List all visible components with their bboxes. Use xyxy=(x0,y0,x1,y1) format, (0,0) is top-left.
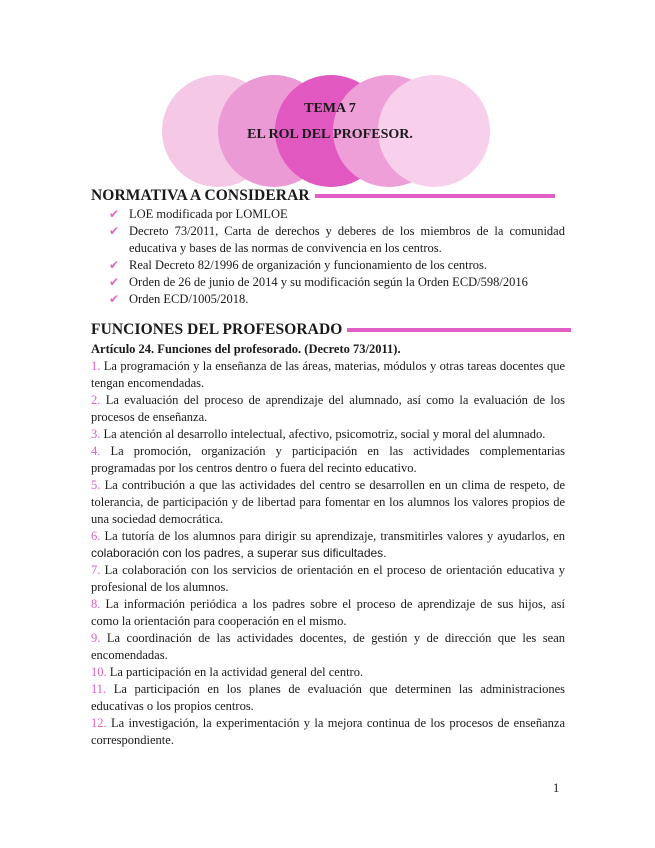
item-text: La evaluación del proceso de aprendizaje del alumnado, así como la evaluación de los procesos de enseñanza. xyxy=(91,393,565,424)
item-number: 6. xyxy=(91,529,101,543)
item-text: La tutoría de los alumnos para dirigir su aprendizaje, transmitirles valores y ayudarlos, en xyxy=(100,529,565,543)
list-item-text: Decreto 73/2011, Carta de derechos y deberes de los miembros de la comunidad educativa y bases de las normas de convivencia en los centros. xyxy=(129,224,565,255)
item-text: La coordinación de las actividades docentes, de gestión y de dirección que les sean encomendadas. xyxy=(91,631,565,662)
list-item xyxy=(91,358,565,392)
item-number: 11. xyxy=(91,682,107,696)
section-heading-normativa xyxy=(91,186,555,206)
normativa-list xyxy=(109,206,565,308)
list-item xyxy=(91,426,565,443)
item-text: La atención al desarrollo intelectual, afectivo, psicomotriz, social y moral del alumnado. xyxy=(100,427,546,441)
list-item xyxy=(91,681,565,715)
list-item xyxy=(91,528,565,562)
item-number: 2. xyxy=(91,393,101,407)
item-number: 4. xyxy=(91,444,101,458)
title-line-1: TEMA 7 xyxy=(304,101,356,116)
item-text: La información periódica a los padres sobre el proceso de aprendizaje de sus hijos, así como la orientación para cooperación en el mismo. xyxy=(91,597,565,628)
page-title xyxy=(210,100,450,144)
header-banner xyxy=(0,0,655,200)
check-icon: ✔ xyxy=(109,292,120,306)
item-text: La programación y la enseñanza de las áreas, materias, módulos y otras tareas docentes que tengan encomendadas. xyxy=(91,359,565,390)
list-item xyxy=(91,630,565,664)
check-icon: ✔ xyxy=(109,224,120,238)
item-text: La participación en la actividad general del centro. xyxy=(106,665,364,679)
heading-underline-bar xyxy=(315,194,555,198)
title-line-2: EL ROL DEL PROFESOR. xyxy=(247,127,413,142)
list-item xyxy=(109,223,565,257)
page-number: 1 xyxy=(553,781,560,795)
heading-underline-bar xyxy=(347,328,571,332)
list-item xyxy=(91,664,565,681)
item-number: 10. xyxy=(91,665,107,679)
list-item xyxy=(91,392,565,426)
item-text-continuation: colaboración con los padres, a superar sus dificultades. xyxy=(91,546,387,560)
item-text: La investigación, la experimentación y la mejora continua de los procesos de enseñanza correspondiente. xyxy=(91,716,565,747)
list-item xyxy=(91,596,565,630)
section-heading-funciones xyxy=(91,320,571,340)
item-number: 7. xyxy=(91,563,101,577)
check-icon: ✔ xyxy=(109,275,120,289)
list-item xyxy=(109,206,565,223)
item-number: 3. xyxy=(91,427,101,441)
item-number: 12. xyxy=(91,716,107,730)
item-number: 1. xyxy=(91,359,101,373)
item-number: 5. xyxy=(91,478,101,492)
item-number: 9. xyxy=(91,631,101,645)
check-icon: ✔ xyxy=(109,207,120,221)
item-text: La colaboración con los servicios de orientación en el proceso de orientación educativa y profesional de los alumnos. xyxy=(91,563,565,594)
list-item xyxy=(91,562,565,596)
article-title: Artículo 24. Funciones del profesorado. (Decreto 73/2011). xyxy=(91,342,401,356)
list-item xyxy=(91,477,565,528)
list-item xyxy=(91,715,565,749)
item-number: 8. xyxy=(91,597,101,611)
section-heading-text: FUNCIONES DEL PROFESORADO xyxy=(91,321,343,338)
list-item xyxy=(91,443,565,477)
list-item-text: Real Decreto 82/1996 de organización y funcionamiento de los centros. xyxy=(129,258,487,272)
item-text: La participación en los planes de evaluación que determinen las administraciones educativas o los propios centros. xyxy=(91,682,565,713)
list-item-text: LOE modificada por LOMLOE xyxy=(129,207,288,221)
section-heading-text: NORMATIVA A CONSIDERAR xyxy=(91,187,310,204)
check-icon: ✔ xyxy=(109,258,120,272)
item-text: La promoción, organización y participación en las actividades complementarias programadas por los centros dentro o fuera del recinto educativo. xyxy=(91,444,565,475)
item-text: La contribución a que las actividades del centro se desarrollen en un clima de respeto, de tolerancia, de participación y de libertad para fomentar en los alumnos los valores propios de una sociedad democrática. xyxy=(91,478,565,526)
list-item-text: Orden ECD/1005/2018. xyxy=(129,292,249,306)
list-item xyxy=(109,291,565,308)
list-item-text: Orden de 26 de junio de 2014 y su modificación según la Orden ECD/598/2016 xyxy=(129,275,528,289)
list-item xyxy=(109,257,565,274)
list-item xyxy=(109,274,565,291)
funciones-body xyxy=(91,341,565,749)
